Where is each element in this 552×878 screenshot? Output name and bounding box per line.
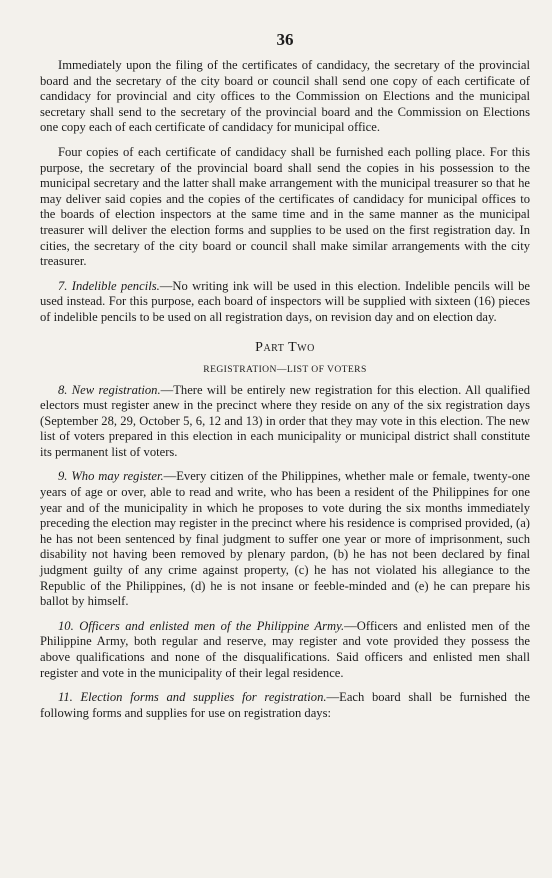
- section-8-body: —There will be entirely new registration for this election. All qualified electors must register anew in the precinct where they reside on any of the six registration days (September 28, 29, October 5, 6, 12 and 13) in order that they may vote in this election. The new list of voters prepared in this election in each municipality or municipal district shall constitute its permanent list of voters.: [40, 382, 531, 459]
- section-7-heading: 7. Indelible pencils.: [58, 278, 160, 293]
- section-9-body: —Every citizen of the Philippines, whether male or female, twenty-one years of age or over, able to read and write, who has been a resident of the Philippines for one year and of the municipality in which he proposes to vote during the six months immediately preceding the election may register in the precinct where his residence is comprised provided, (a) he has not been sentenced by final judgment to suffer one year or more of imprisonment, such disability not having been removed by plenary pardon, (b) he has not been declared by final judgment guilty of any crime against property, (c) he has not violated his allegiance to the Republic of the Philippines, (d) he is not insane or feeble-minded and (e) he can prepare his ballot by himself.: [40, 469, 530, 609]
- section-10-officers-enlisted-men: [40, 619, 530, 681]
- page-number: 36: [276, 30, 294, 49]
- section-11-heading: 11. Election forms and supplies for registration.: [58, 690, 327, 705]
- section-8-heading: 8. New registration.: [58, 382, 161, 397]
- paragraph-certificate-copies: Immediately upon the filing of the certificates of candidacy, the secretary of the provincial board and the secretary of the city board or council shall send one copy of each certificate of candidacy for provincial and city offices to the Commission on Elections and the municipal secretary shall send to the secretary of the provincial board and the Commission on Elections one copy each of each certificate of candidacy for municipal office.: [40, 58, 530, 135]
- section-7-body: —No writing ink will be used in this election. Indelible pencils will be used instead. For this purpose, each board of inspectors will be supplied with sixteen (16) pieces of indelible pencils to be used on all registration days, on revision day and on election day.: [40, 278, 530, 324]
- section-title: REGISTRATION—LIST OF VOTERS: [203, 363, 367, 375]
- section-11-body: —Each board shall be furnished the following forms and supplies for use on registration days:: [40, 690, 530, 720]
- section-8-new-registration: [40, 383, 530, 461]
- part-title: Part Two: [255, 339, 315, 355]
- paragraph-polling-place-copies: Four copies of each certificate of candidacy shall be furnished each polling place. For this purpose, the secretary of the provincial board shall send the copies in his possession to the municipal secretary and the latter shall make arrangement with the municipal treasurer so that he may deliver said copies and the copies of the certificates of candidacy for municipal offices to the boards of election inspectors at the same time and in the same manner as the municipal treasurer will deliver the election forms and supplies to be used on the first registration day. In cities, the secretary of the city board or council shall make similar arrangements with the city treasurer.: [40, 144, 530, 269]
- section-10-body: —Officers and enlisted men of the Philippine Army, both regular and reserve, may register and vote provided they possess the above qualifications and none of the disqualifications. Said officers and enlisted men shall register and vote in the municipality of their legal residence.: [40, 618, 530, 680]
- section-9-heading: 9. Who may register.: [58, 469, 164, 484]
- section-10-heading: 10. Officers and enlisted men of the Philippine Army.: [58, 618, 345, 633]
- section-11-election-forms: [40, 690, 530, 721]
- section-7-indelible-pencils: [40, 279, 530, 326]
- section-9-who-may-register: [40, 469, 530, 609]
